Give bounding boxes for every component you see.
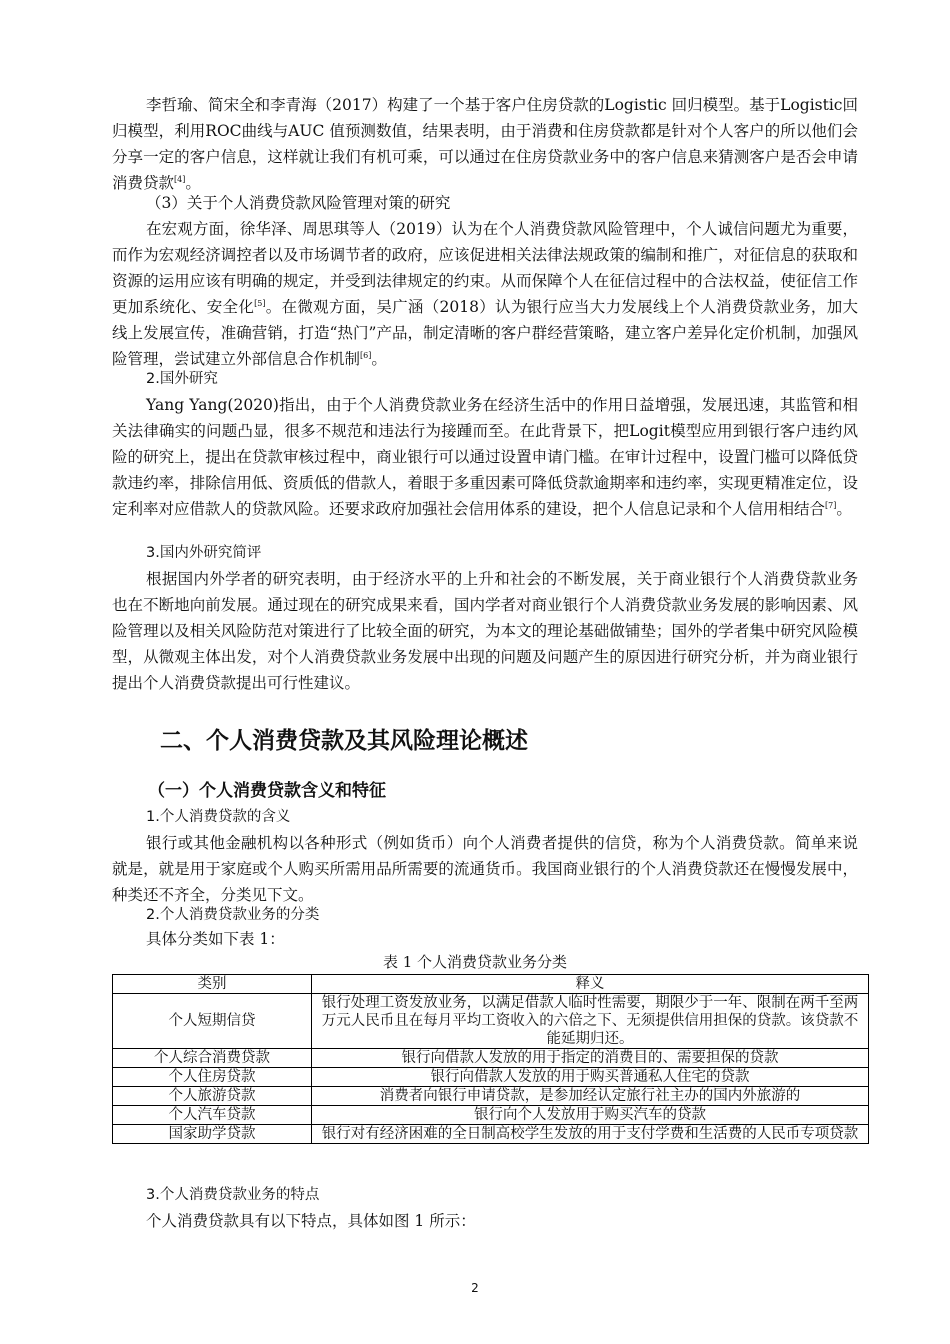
heading-loan-meaning: 1.个人消费贷款的含义 <box>146 809 291 825</box>
citation-ref: [4] <box>174 174 186 184</box>
table-row <box>113 1125 869 1144</box>
paragraph-text: Yang Yang(2020)指出，由于个人消费贷款业务在经济生活中的作用日益增强，发展迅速，其监管和相关法律确实的问题凸显，很多不规范和违法行为接踵而至。在此背景下，把Logit模型应用到银行客户违约风险的研究上，提出在贷款审核过程中，商业银行可以通过设置申请门槛。在审计过程中，设置门槛可以降低贷款违约率，排除信用低、资质低的借款人，着眼于多重因素可降低贷款逾期率和违约率，实现更精准定位，设定利率对应借款人的贷款风险。还要求政府加强社会信用体系的建设，把个人信息记录和个人信用相结合 <box>112 396 858 518</box>
table-cell-category: 个人综合消费贷款 <box>113 1049 312 1068</box>
table-row <box>113 1087 869 1106</box>
table-row <box>113 994 869 1049</box>
table-cell-definition: 银行向借款人发放的用于指定的消费目的、需要担保的贷款 <box>312 1049 869 1068</box>
table-cell-category: 个人汽车贷款 <box>113 1106 312 1125</box>
paragraph-features-intro: 个人消费贷款具有以下特点，具体如图 1 所示： <box>146 1212 476 1230</box>
page-number: 2 <box>471 1281 479 1295</box>
table-header-category: 类别 <box>113 975 312 994</box>
table-row <box>113 1049 869 1068</box>
heading-loan-features: 3.个人消费贷款业务的特点 <box>146 1187 320 1203</box>
paragraph-research-review: 根据国内外学者的研究表明，由于经济水平的上升和社会的不断发展，关于商业银行个人消费贷款业务也在不断地向前发展。通过现在的研究成果来看，国内学者对商业银行个人消费贷款业务发展的影响因素、风险管理以及相关风险防范对策进行了比较全面的研究，为本文的理论基础做铺垫；国外的学者集中研究风险模型，从微观主体出发，对个人消费贷款业务发展中出现的问题及问题产生的原因进行研究分析，并为商业银行提出个人消费贷款提出可行性建议。 <box>112 570 858 692</box>
table-cell-definition: 银行向借款人发放的用于购买普通私人住宅的贷款 <box>312 1068 869 1087</box>
paragraph-text: 。 <box>836 500 852 518</box>
table-cell-category: 个人短期信贷 <box>113 994 312 1049</box>
paragraph-text: 。 <box>185 174 201 192</box>
table-cell-definition: 银行向个人发放用于购买汽车的贷款 <box>312 1106 869 1125</box>
heading-loan-classification: 2.个人消费贷款业务的分类 <box>146 907 320 923</box>
paragraph-text: 。在微观方面，吴广涵（2018）认为银行应当大力发展线上个人消费贷款业务，加大线上发展宣传，准确营销，打造“热门”产品，制定清晰的客户群经营策略，建立客户差异化定价机制，加强风险管理，尝试建立外部信息合作机制 <box>112 298 858 368</box>
table-header-row <box>113 975 869 994</box>
loan-classification-table <box>112 974 869 1144</box>
paragraph-text: 。 <box>371 350 387 368</box>
table-row <box>113 1106 869 1125</box>
citation-ref: [5] <box>254 298 266 308</box>
table-cell-definition: 银行处理工资发放业务，以满足借款人临时性需要，期限少于一年、限制在两千至两万元人民币且在每月平均工资收入的六倍之下、无须提供信用担保的贷款。该贷款不能延期归还。 <box>312 994 869 1049</box>
table-caption: 表 1 个人消费贷款业务分类 <box>382 953 568 971</box>
paragraph-loan-meaning: 银行或其他金融机构以各种形式（例如货币）向个人消费者提供的信贷，称为个人消费贷款。简单来说就是，就是用于家庭或个人购买所需用品所需要的流通货币。我国商业银行的个人消费贷款还在慢慢发展中，种类还不齐全，分类见下文。 <box>112 834 858 904</box>
table-header-definition: 释义 <box>312 975 869 994</box>
paragraph-table-intro: 具体分类如下表 1： <box>146 930 285 948</box>
subheading-risk-management: （3）关于个人消费贷款风险管理对策的研究 <box>146 194 451 212</box>
chapter-title: 二、个人消费贷款及其风险理论概述 <box>160 728 528 754</box>
section-title: （一）个人消费贷款含义和特征 <box>148 781 386 801</box>
table-cell-category: 个人旅游贷款 <box>113 1087 312 1106</box>
heading-research-review: 3.国内外研究简评 <box>146 545 262 561</box>
paragraph-logistic-model <box>112 92 858 196</box>
citation-ref: [7] <box>825 500 837 510</box>
table-cell-category: 个人住房贷款 <box>113 1068 312 1087</box>
paragraph-text: 李哲瑜、简宋全和李青海（2017）构建了一个基于客户住房贷款的Logistic 回归模型。基于Logistic回归模型，利用ROC曲线与AUC 值预测数值，结果表明，由于消费和住房贷款都是针对个人客户的所以他们会分享一定的客户信息，这样就让我们有机可乘，可以通过在住房贷款业务中的客户信息来猜测客户是否会申请消费贷款 <box>112 96 858 192</box>
paragraph-foreign-research <box>112 392 858 522</box>
paragraph-text: 在宏观方面，徐华泽、周思琪等人（2019）认为在个人消费贷款风险管理中，个人诚信问题尤为重要，而作为宏观经济调控者以及市场调节者的政府，应该促进相关法律法规政策的编制和推广，对征信息的获取和资源的运用应该有明确的规定，并受到法律规定的约束。从而保障个人在征信过程中的合法权益，使征信工作更加系统化、安全化 <box>112 220 858 316</box>
citation-ref: [6] <box>360 350 372 360</box>
table-cell-category: 国家助学贷款 <box>113 1125 312 1144</box>
heading-foreign-research: 2.国外研究 <box>146 371 218 387</box>
table-cell-definition: 银行对有经济困难的全日制高校学生发放的用于支付学费和生活费的人民币专项贷款 <box>312 1125 869 1144</box>
paragraph-macro-micro <box>112 216 858 372</box>
table-row <box>113 1068 869 1087</box>
table-cell-definition: 消费者向银行申请贷款，是参加经认定旅行社主办的国内外旅游的 <box>312 1087 869 1106</box>
